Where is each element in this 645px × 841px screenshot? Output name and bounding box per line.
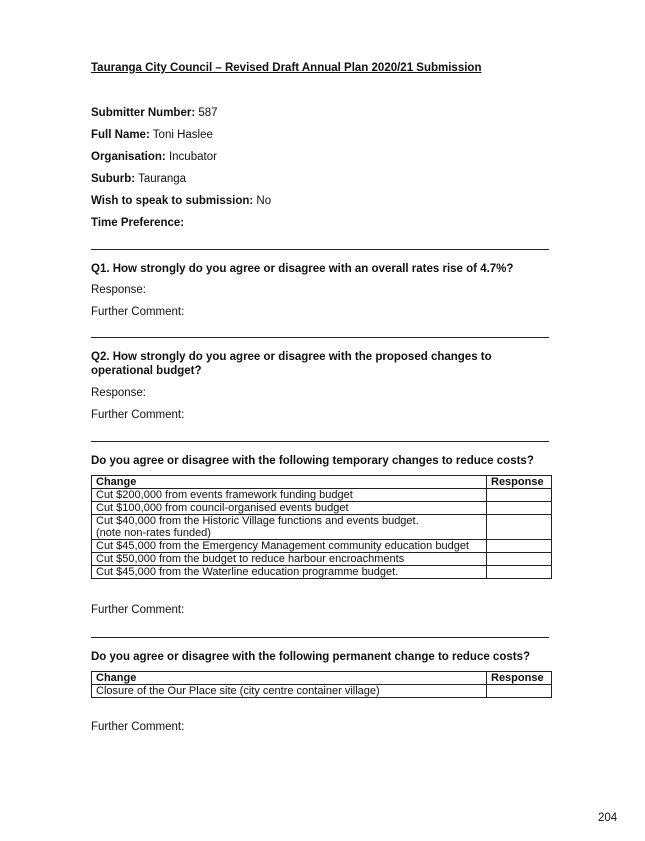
temporary-changes-question: Do you agree or disagree with the following temporary changes to reduce costs? xyxy=(91,455,534,467)
response-cell[interactable] xyxy=(487,502,552,515)
change-text: Cut $40,000 from the Historic Village functions and events budget. xyxy=(96,515,419,527)
q2-question: Q2. How strongly do you agree or disagree with the proposed changes to operational budget? xyxy=(91,351,492,377)
response-column-header: Response xyxy=(487,672,552,685)
table-header-row xyxy=(92,672,552,685)
q1-comment-label: Further Comment: xyxy=(91,306,185,318)
response-cell[interactable] xyxy=(487,515,552,540)
table-row xyxy=(92,540,552,553)
divider xyxy=(91,249,549,250)
change-column-header: Change xyxy=(92,476,487,489)
permanent-change-question: Do you agree or disagree with the following permanent change to reduce costs? xyxy=(91,651,530,663)
page-number: 204 xyxy=(598,812,618,824)
response-cell[interactable] xyxy=(487,489,552,502)
table-row xyxy=(92,515,552,540)
table-header-row xyxy=(92,476,552,489)
field-value: 587 xyxy=(198,107,218,119)
table-row xyxy=(92,566,552,579)
change-cell: Closure of the Our Place site (city centre container village) xyxy=(92,685,487,698)
time-preference-field xyxy=(91,217,184,229)
change-cell xyxy=(92,515,487,540)
change-cell: Cut $45,000 from the Waterline education programme budget. xyxy=(92,566,487,579)
field-label: Wish to speak to submission: xyxy=(91,195,254,207)
table-row xyxy=(92,553,552,566)
table-row xyxy=(92,489,552,502)
field-label: Time Preference: xyxy=(91,217,185,229)
response-column-header: Response xyxy=(487,476,552,489)
field-value: Tauranga xyxy=(138,173,187,185)
document-title: Tauranga City Council – Revised Draft Annual Plan 2020/21 Submission xyxy=(91,62,482,74)
field-value: Incubator xyxy=(168,151,217,163)
organisation-field xyxy=(91,151,217,163)
suburb-field xyxy=(91,173,186,185)
divider xyxy=(91,441,549,442)
q1-question: Q1. How strongly do you agree or disagree with an overall rates rise of 4.7%? xyxy=(91,263,514,275)
field-label: Full Name: xyxy=(91,129,150,141)
field-label: Organisation: xyxy=(91,151,166,163)
change-cell: Cut $100,000 from council-organised events budget xyxy=(92,502,487,515)
field-label: Suburb: xyxy=(91,173,136,185)
full-name-field xyxy=(91,129,213,141)
change-cell: Cut $45,000 from the Emergency Management community education budget xyxy=(92,540,487,553)
divider xyxy=(91,637,549,638)
table-row xyxy=(92,502,552,515)
response-cell[interactable] xyxy=(487,540,552,553)
q1-response-label: Response: xyxy=(91,284,146,296)
change-note: (note non-rates funded) xyxy=(96,527,211,539)
field-value: No xyxy=(256,195,272,207)
response-cell[interactable] xyxy=(487,685,552,698)
wish-to-speak-field xyxy=(91,195,271,207)
response-cell[interactable] xyxy=(487,566,552,579)
submitter-number-field xyxy=(91,107,218,119)
q2-comment-label: Further Comment: xyxy=(91,409,185,421)
change-column-header: Change xyxy=(92,672,487,685)
permanent-change-table xyxy=(91,671,552,698)
change-cell: Cut $50,000 from the budget to reduce harbour encroachments xyxy=(92,553,487,566)
permanent-comment-label: Further Comment: xyxy=(91,721,185,733)
q2-response-label: Response: xyxy=(91,387,146,399)
temporary-comment-label: Further Comment: xyxy=(91,604,185,616)
field-value: Toni Haslee xyxy=(152,129,213,141)
table-row xyxy=(92,685,552,698)
change-cell: Cut $200,000 from events framework funding budget xyxy=(92,489,487,502)
divider xyxy=(91,337,549,338)
temporary-changes-table xyxy=(91,475,552,579)
field-label: Submitter Number: xyxy=(91,107,196,119)
response-cell[interactable] xyxy=(487,553,552,566)
